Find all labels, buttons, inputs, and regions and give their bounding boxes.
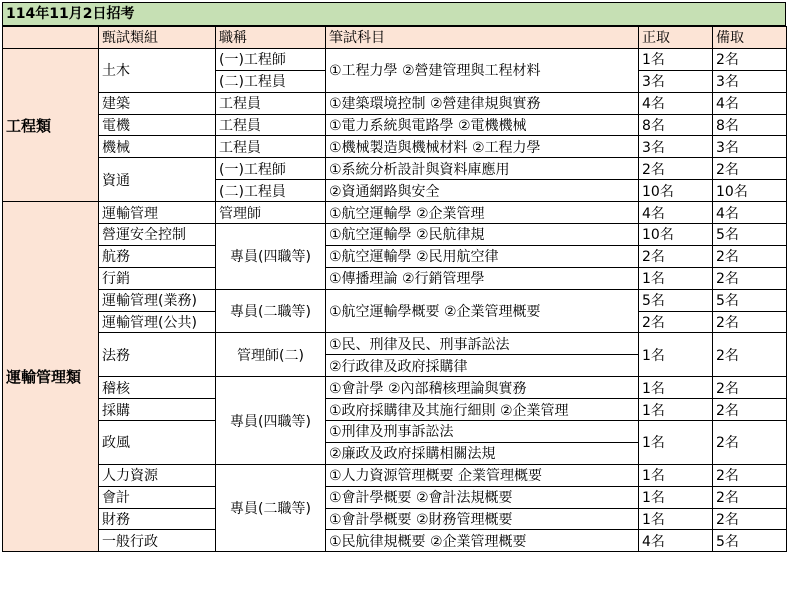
subject-cell: ①民、刑律及民、刑事訴訟法 xyxy=(326,333,639,355)
subject-cell: ②行政律及政府採購律 xyxy=(326,355,639,377)
reserve-cell: 2名 xyxy=(713,158,787,180)
group-cell: 土木 xyxy=(99,48,216,92)
table-row xyxy=(3,92,787,114)
reserve-cell: 10名 xyxy=(713,180,787,202)
admit-cell: 5名 xyxy=(639,289,713,311)
admit-cell: 1名 xyxy=(639,399,713,421)
admit-cell: 8名 xyxy=(639,114,713,136)
admit-cell: 4名 xyxy=(639,202,713,224)
title-cell: (一)工程師 xyxy=(216,48,326,70)
admit-cell: 10名 xyxy=(639,180,713,202)
admit-cell: 3名 xyxy=(639,136,713,158)
group-cell: 運輸管理(公共) xyxy=(99,311,216,333)
table-row xyxy=(3,486,787,508)
reserve-cell: 2名 xyxy=(713,399,787,421)
group-cell: 航務 xyxy=(99,245,216,267)
group-cell: 政風 xyxy=(99,421,216,465)
subject-cell: ①系統分析設計與資料庫應用 xyxy=(326,158,639,180)
group-cell: 稽核 xyxy=(99,377,216,399)
admit-cell: 1名 xyxy=(639,48,713,70)
admit-cell: 3名 xyxy=(639,70,713,92)
reserve-cell: 2名 xyxy=(713,508,787,530)
table-row xyxy=(3,530,787,552)
subject-cell: ②廉政及政府採購相關法規 xyxy=(326,442,639,464)
subject-cell: ①航空運輸學 ②企業管理 xyxy=(326,202,639,224)
subject-cell: ①人力資源管理概要 企業管理概要 xyxy=(326,464,639,486)
header-reserve: 備取 xyxy=(713,27,787,49)
admit-cell: 4名 xyxy=(639,92,713,114)
reserve-cell: 5名 xyxy=(713,224,787,246)
title-cell: 專員(二職等) xyxy=(216,464,326,552)
header-group: 甄試類組 xyxy=(99,27,216,49)
group-cell: 一般行政 xyxy=(99,530,216,552)
reserve-cell: 2名 xyxy=(713,464,787,486)
subject-cell: ①會計學概要 ②財務管理概要 xyxy=(326,508,639,530)
header-corner xyxy=(3,27,99,49)
title-cell: 管理師 xyxy=(216,202,326,224)
group-cell: 採購 xyxy=(99,399,216,421)
title-cell: (二)工程員 xyxy=(216,180,326,202)
table-row xyxy=(3,377,787,399)
reserve-cell: 4名 xyxy=(713,202,787,224)
table-row xyxy=(3,289,787,311)
subject-cell: ②資通網路與安全 xyxy=(326,180,639,202)
subject-cell: ①航空運輸學概要 ②企業管理概要 xyxy=(326,289,639,333)
table-row xyxy=(3,245,787,267)
admit-cell: 1名 xyxy=(639,464,713,486)
table-row xyxy=(3,224,787,246)
table-row xyxy=(3,399,787,421)
group-cell: 營運安全控制 xyxy=(99,224,216,246)
header-subject: 筆試科目 xyxy=(326,27,639,49)
reserve-cell: 2名 xyxy=(713,333,787,377)
title-cell: 專員(二職等) xyxy=(216,289,326,333)
header-title: 職稱 xyxy=(216,27,326,49)
title-cell: 工程員 xyxy=(216,136,326,158)
group-cell: 機械 xyxy=(99,136,216,158)
group-cell: 財務 xyxy=(99,508,216,530)
group-cell: 會計 xyxy=(99,486,216,508)
admit-cell: 4名 xyxy=(639,530,713,552)
header-row xyxy=(3,27,787,49)
reserve-cell: 3名 xyxy=(713,70,787,92)
table-row xyxy=(3,202,787,224)
subject-cell: ①航空運輸學 ②民用航空律 xyxy=(326,245,639,267)
table-row xyxy=(3,158,787,180)
title-cell: (二)工程員 xyxy=(216,70,326,92)
category-transport: 運輸管理類 xyxy=(3,202,99,552)
title-cell: 專員(四職等) xyxy=(216,224,326,290)
group-cell: 電機 xyxy=(99,114,216,136)
reserve-cell: 2名 xyxy=(713,421,787,465)
subject-cell: ①工程力學 ②營建管理與工程材料 xyxy=(326,48,639,92)
subject-cell: ①民航律規概要 ②企業管理概要 xyxy=(326,530,639,552)
admit-cell: 1名 xyxy=(639,267,713,289)
subject-cell: ①刑律及刑事訴訟法 xyxy=(326,421,639,443)
admit-cell: 1名 xyxy=(639,421,713,465)
title-cell: 管理師(二) xyxy=(216,333,326,377)
table-row xyxy=(3,267,787,289)
group-cell: 資通 xyxy=(99,158,216,202)
reserve-cell: 4名 xyxy=(713,92,787,114)
reserve-cell: 5名 xyxy=(713,289,787,311)
subject-cell: ①政府採購律及其施行細則 ②企業管理 xyxy=(326,399,639,421)
table-row xyxy=(3,136,787,158)
subject-cell: ①電力系統與電路學 ②電機機械 xyxy=(326,114,639,136)
group-cell: 法務 xyxy=(99,333,216,377)
group-cell: 人力資源 xyxy=(99,464,216,486)
title-cell: 工程員 xyxy=(216,92,326,114)
admit-cell: 2名 xyxy=(639,158,713,180)
title-cell: (一)工程師 xyxy=(216,158,326,180)
subject-cell: ①傳播理論 ②行銷管理學 xyxy=(326,267,639,289)
reserve-cell: 2名 xyxy=(713,48,787,70)
page-title: 114年11月2日招考 xyxy=(2,2,786,26)
title-cell: 專員(四職等) xyxy=(216,377,326,465)
admit-cell: 2名 xyxy=(639,245,713,267)
reserve-cell: 2名 xyxy=(713,311,787,333)
reserve-cell: 3名 xyxy=(713,136,787,158)
category-engineering: 工程類 xyxy=(3,48,99,201)
admit-cell: 2名 xyxy=(639,311,713,333)
group-cell: 運輸管理 xyxy=(99,202,216,224)
admit-cell: 10名 xyxy=(639,224,713,246)
table-row xyxy=(3,333,787,355)
admit-cell: 1名 xyxy=(639,508,713,530)
table-row xyxy=(3,421,787,443)
admit-cell: 1名 xyxy=(639,486,713,508)
admit-cell: 1名 xyxy=(639,333,713,377)
admit-cell: 1名 xyxy=(639,377,713,399)
subject-cell: ①機械製造與機械材料 ②工程力學 xyxy=(326,136,639,158)
group-cell: 建築 xyxy=(99,92,216,114)
subject-cell: ①會計學概要 ②會計法規概要 xyxy=(326,486,639,508)
reserve-cell: 2名 xyxy=(713,377,787,399)
header-admit: 正取 xyxy=(639,27,713,49)
reserve-cell: 2名 xyxy=(713,245,787,267)
reserve-cell: 2名 xyxy=(713,267,787,289)
subject-cell: ①建築環境控制 ②營建律規與實務 xyxy=(326,92,639,114)
recruitment-table xyxy=(2,26,787,552)
table-row xyxy=(3,48,787,70)
table-row xyxy=(3,508,787,530)
subject-cell: ①會計學 ②內部稽核理論與實務 xyxy=(326,377,639,399)
subject-cell: ①航空運輸學 ②民航律規 xyxy=(326,224,639,246)
reserve-cell: 5名 xyxy=(713,530,787,552)
title-cell: 工程員 xyxy=(216,114,326,136)
table-row xyxy=(3,114,787,136)
reserve-cell: 8名 xyxy=(713,114,787,136)
table-row xyxy=(3,464,787,486)
group-cell: 行銷 xyxy=(99,267,216,289)
group-cell: 運輸管理(業務) xyxy=(99,289,216,311)
reserve-cell: 2名 xyxy=(713,486,787,508)
